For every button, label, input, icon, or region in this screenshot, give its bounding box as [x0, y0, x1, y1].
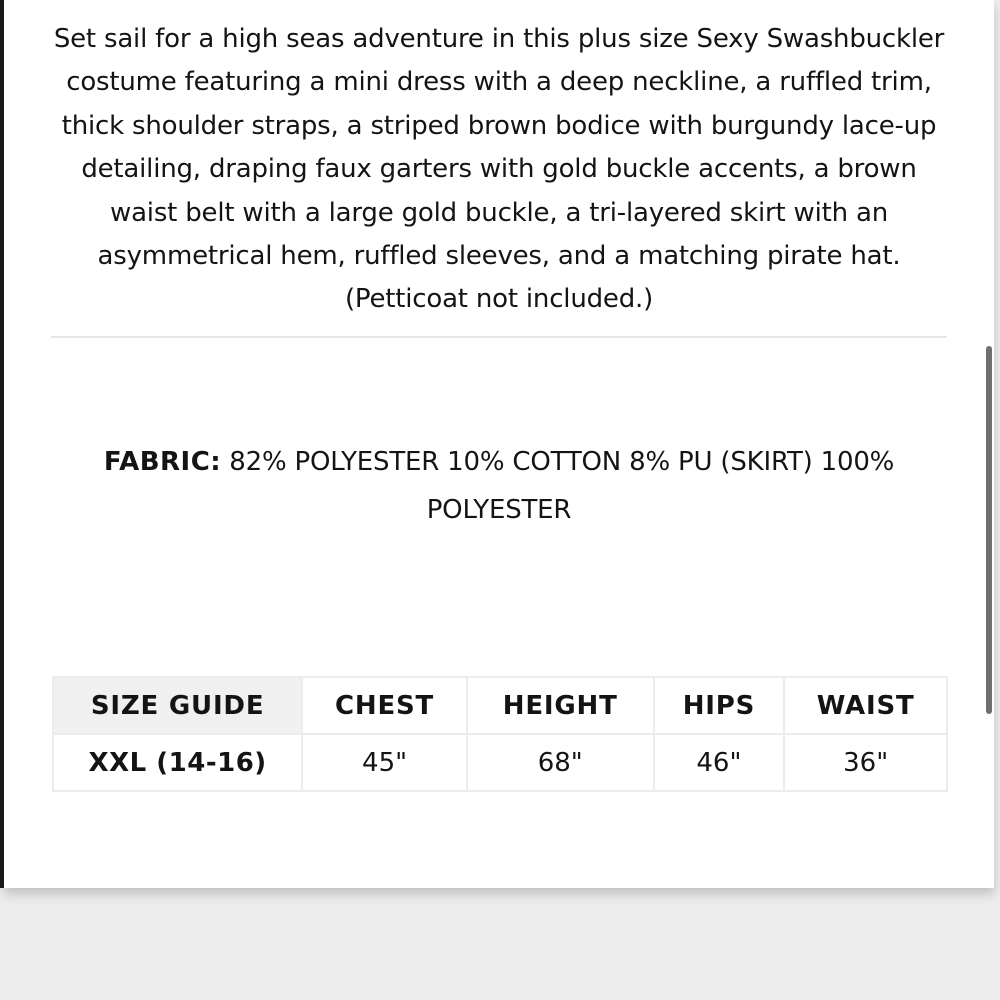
- fabric-label: FABRIC:: [103, 447, 222, 477]
- product-description: Set sail for a high seas adventure in this plus size Sexy Swashbuckler costume featuring a mini dress with a deep neckline, a ruffled trim, thick shoulder straps, a striped brown bodice with burgundy lace-up detailing, draping faux garters with gold buckle accents, a brown waist belt with a large gold buckle, a tri-layered skirt with an asymmetrical hem, ruffled sleeves, and a matching pirate hat. (Petticoat not included.): [53, 24, 945, 315]
- table-header-row: [53, 677, 947, 734]
- cell-hips: 46": [654, 734, 785, 791]
- section-divider: [51, 336, 947, 338]
- header-waist: WAIST: [784, 677, 947, 734]
- header-chest: CHEST: [302, 677, 467, 734]
- header-size-guide: SIZE GUIDE: [53, 677, 302, 734]
- cell-height: 68": [467, 734, 654, 791]
- cell-waist: 36": [784, 734, 947, 791]
- fabric-value: 82% POLYESTER 10% COTTON 8% PU (SKIRT) 100% POLYESTER: [229, 447, 895, 525]
- table-row: [53, 734, 947, 791]
- product-details-panel: [4, 0, 994, 888]
- cell-size: XXL (14-16): [53, 734, 302, 791]
- header-hips: HIPS: [654, 677, 785, 734]
- fabric-info: [48, 438, 950, 534]
- cell-chest: 45": [302, 734, 467, 791]
- header-height: HEIGHT: [467, 677, 654, 734]
- size-guide-table: [52, 676, 948, 792]
- scrollbar-thumb[interactable]: [986, 346, 992, 714]
